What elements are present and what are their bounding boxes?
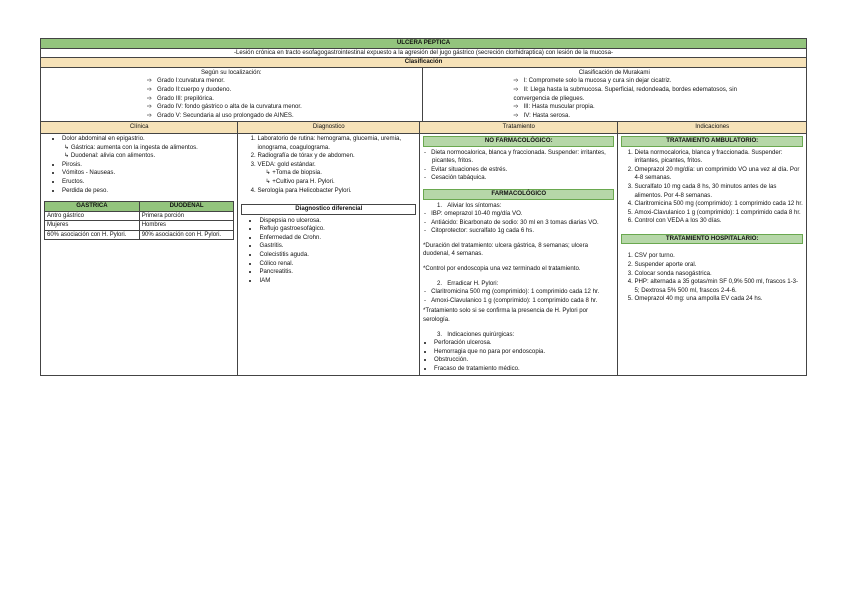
murakami-cell [423, 68, 806, 122]
definition: -Lesión crónica en tracto esofagogastrointestinal expuesto a la agresión del jugo gástrico (secreción clorhidraptica) con lesión de la mucosa- [40, 49, 807, 59]
list-item: 1. Dieta normocalorica, blanca y fraccionada. Suspender: irritantes, picantes, fritos. [634, 149, 803, 166]
list-item: - Antiácido: Bicarbonato de sodio: 30 ml en 3 tomas diarias VO. [432, 219, 614, 228]
list-item: 2. Radiografía de tórax y de abdomen. [257, 152, 416, 161]
alivio-list [423, 210, 614, 236]
list-item: ➩ Grado II:cuerpo y duodeno. [147, 86, 419, 95]
list-item: ➩ II: Llega hasta la submucosa. Superficial, redondeada, bordes edematosos, sin convergencia de pliegues. [514, 86, 773, 103]
list-item: 3. Colocar sonda nasogástrica. [634, 270, 803, 279]
list-item: 5. Amoxi-Clavulanico 1 g (comprimido): 1 comprimido cada 8 hr. [634, 209, 803, 218]
list-item: • Gastritis. [259, 242, 416, 251]
list-item: • Pancreatitis. [259, 268, 416, 277]
document [40, 38, 807, 376]
list-item: • Cólico renal. [259, 260, 416, 269]
ambulatorio-heading: TRATAMIENTO AMBULATORIO: [621, 136, 803, 147]
cultivo-note: ↳ +Cultivo para H. Pylori. [265, 177, 335, 185]
list-item: 1. CSV por turno. [634, 252, 803, 261]
clasificacion-header: Clasificación [40, 58, 807, 68]
classification-row [40, 68, 807, 123]
col-diagnostico: Diagnostico [238, 122, 420, 133]
localizacion-heading: Según su localización: [200, 68, 262, 76]
erradicar-heading: 2. Erradicar H. Pylori: [437, 279, 499, 287]
localizacion-list [44, 77, 419, 120]
list-item: ➩ Grado V: Secundaria al uso prolongado de AINES. [147, 112, 419, 121]
list-item: ➩ Grado I:curvatura menor. [147, 77, 419, 86]
clinica-cell [41, 134, 238, 375]
list-item: • Hemorragia que no para por endoscopia. [434, 348, 614, 357]
list-item: • Pirosis. [62, 161, 234, 170]
list-item: • Eructos. [62, 178, 234, 187]
col-indicaciones: Indicaciones [695, 123, 730, 131]
gastrica-duodenal-table [44, 201, 234, 240]
list-item: • Perdida de peso. [62, 187, 234, 196]
list-item: • Enfermedad de Crohn. [259, 234, 416, 243]
alivio-heading: 1. Aliviar los síntomas: [437, 201, 502, 209]
indicaciones-cell [618, 134, 806, 375]
list-item: • Dolor abdominal en epigastrio. ↳ Gástrica: aumenta con la ingesta de alimentos. ↳ Duodenal: alivia con alimentos. [62, 135, 234, 161]
content-row [40, 134, 807, 376]
list-item: 2. Suspender aporte oral. [634, 261, 803, 270]
list-item: • Colecistitis aguda. [259, 251, 416, 260]
list-item: ➩ III: Hasta muscular propia. [514, 103, 773, 112]
diagnostico-list [241, 135, 416, 195]
diferencial-list [241, 217, 416, 286]
hospitalario-list [621, 252, 803, 304]
no-farmacologico-heading: NO FARMACOLÓGICO: [423, 136, 614, 147]
tratamiento-cell [420, 134, 618, 375]
col-tratamiento: Tratamiento [420, 122, 618, 133]
table-row: 60% asociación con H. Pylori. 90% asociación con H. Pylori. [45, 230, 234, 240]
table-header: GASTRICA [45, 202, 140, 212]
clinica-list [44, 135, 234, 195]
list-item: 3. Sucralfato 10 mg cada 8 hs, 30 minutos antes de las alimentos. Por 4-8 semanas. [634, 183, 803, 200]
duracion-note: *Duración del tratamiento: ulcera gástrica, 8 semanas; ulcera duodenal, 4 semanas. [423, 241, 588, 258]
diferencial-heading: Diagnostico diferencial [241, 204, 416, 215]
list-item: 2. Omeprazol 20 mg/día: un comprimido VO una vez al día. Por 4-8 semanas. [634, 166, 803, 183]
farmacologico-heading: FARMACOLÓGICO [423, 189, 614, 200]
list-item: • Perforación ulcerosa. [434, 339, 614, 348]
list-item: ➩ Grado III: prepilórica. [147, 95, 419, 104]
list-item: - Citoprotector: sucralfato 1g cada 6 hs. [432, 227, 614, 236]
diagnostico-cell [238, 134, 420, 375]
serologia-note: *Tratamiento solo si se confirma la presencia de H. Pylori por serología. [423, 307, 589, 324]
list-item: 4. Claritromicina 500 mg (comprimido): 1 comprimido cada 12 hr. [634, 200, 803, 209]
list-item: 1. Laboratorio de rutina: hemograma, glucemia, uremia, ionograma, coagulograma. [257, 135, 416, 152]
list-item: ➩ I: Compromete solo la mucosa y cura sin dejar cicatriz. [514, 77, 773, 86]
list-item: 4. PHP: alternada a 35 gotas/min SF 0,9% 500 ml, frascos 1-3-5; Dextrosa 5% 500 ml, frascos 2-4-6. [634, 278, 803, 295]
list-item: 5. Omeprazol 40 mg: una ampolla EV cada 24 hs. [634, 295, 803, 304]
list-item: • Reflujo gastroesofágico. [259, 225, 416, 234]
hospitalario-heading: TRATAMIENTO HOSPITALARIO: [621, 234, 803, 245]
list-item: 4. Serología para Helicobacter Pylori. [257, 187, 416, 196]
ambulatorio-list [621, 149, 803, 226]
erradicar-list [423, 288, 614, 305]
list-item: - Evitar situaciones de estrés. [432, 166, 614, 175]
list-item: - Cesación tabáquica. [432, 174, 614, 183]
table-header: DUODENAL [139, 202, 234, 212]
quirurgicas-list [423, 339, 614, 373]
col-clinica: Clínica [41, 122, 238, 133]
list-item: - Dieta normocalorica, blanca y fraccionada. Suspender: irritantes, picantes, fritos. [432, 149, 614, 166]
quirurgicas-heading: 3. Indicaciones quirúrgicas: [437, 330, 515, 338]
list-item: • Fracaso de tratamiento médico. [434, 365, 614, 374]
list-item: • IAM [259, 277, 416, 286]
list-item: • Obstrucción. [434, 356, 614, 365]
list-item: 3. VEDA: gold estándar. ↳ +Toma de biopsia. ↳ +Cultivo para H. Pylori. [257, 161, 416, 187]
list-item: - IBP: omeprazol 10-40 mg/día VO. [432, 210, 614, 219]
duodenal-note: ↳ Duodenal: alivia con alimentos. [64, 152, 156, 160]
columns-header-row [40, 122, 807, 134]
page-title: ULCERA PEPTICA [40, 38, 807, 49]
table-row: Antro gástrico Primera porción [45, 211, 234, 221]
localizacion-cell [41, 68, 423, 122]
list-item: - Amoxi-Clavulanico 1 g (comprimido): 1 comprimido cada 8 hr. [432, 297, 614, 306]
table-row: Mujeres Hombres [45, 221, 234, 231]
list-item: - Claritromicina 500 mg (comprimido): 1 comprimido cada 12 hr. [432, 288, 614, 297]
biopsia-note: ↳ +Toma de biopsia. [265, 169, 322, 177]
control-note: *Control por endoscopia una vez terminado el tratamiento. [423, 265, 581, 273]
no-farmacologico-list [423, 149, 614, 183]
murakami-list [426, 77, 803, 120]
murakami-heading: Clasificación de Murakami [578, 68, 650, 76]
list-item: • Vómitos - Nauseas. [62, 169, 234, 178]
gastrica-note: ↳ Gástrica: aumenta con la ingesta de alimentos. [64, 143, 198, 151]
list-item: • Dispepsia no ulcerosa. [259, 217, 416, 226]
list-item: 6. Control con VEDA a los 30 días. [634, 217, 803, 226]
list-item: ➩ Grado IV: fondo gástrico o alta de la curvatura menor. [147, 103, 419, 112]
list-item: ➩ IV: Hasta serosa. [514, 112, 773, 121]
